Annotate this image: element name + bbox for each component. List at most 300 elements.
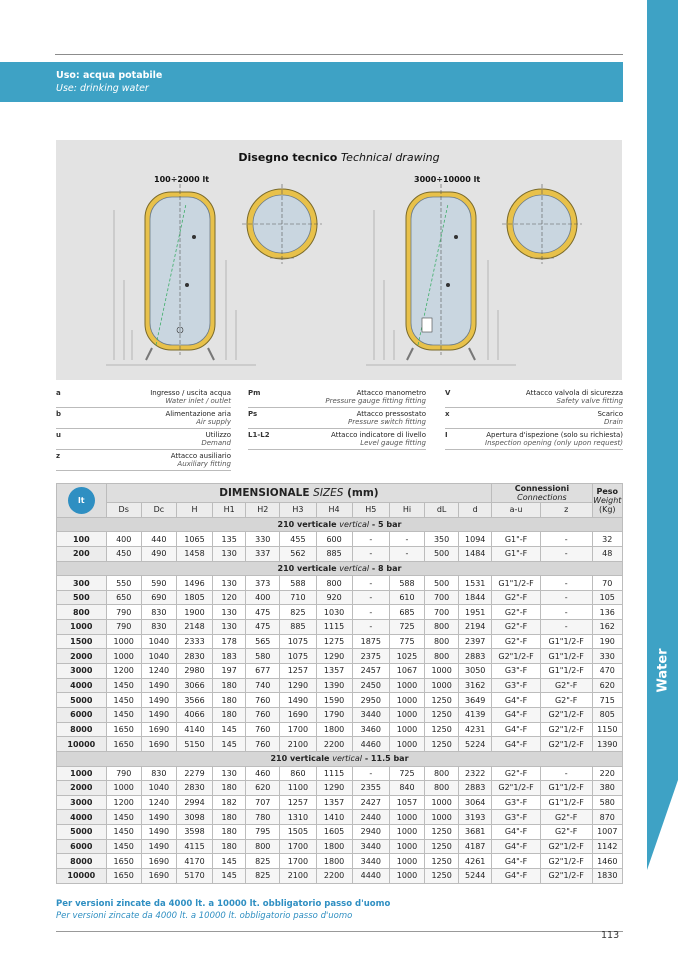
bottom-rule: [56, 931, 623, 932]
value-cell: 760: [246, 722, 280, 737]
table-row: [57, 737, 623, 752]
value-cell: 455: [280, 532, 316, 547]
section-row: [57, 751, 623, 766]
value-cell: 3440: [352, 707, 389, 722]
legend-item: z Attacco ausiliario Auxiliary fitting: [56, 452, 231, 468]
value-cell: 3440: [352, 854, 389, 869]
value-cell: 1000: [425, 810, 459, 825]
divider: [248, 407, 426, 408]
legend-item: x Scarico Drain: [445, 410, 623, 426]
capacity-cell: 1000: [57, 620, 107, 635]
value-cell: 1844: [459, 590, 492, 605]
section-row: [57, 561, 623, 576]
value-cell: 825: [246, 854, 280, 869]
value-cell: 1650: [106, 869, 141, 884]
table-row: [57, 693, 623, 708]
value-cell: 1450: [106, 825, 141, 840]
value-cell: -: [540, 590, 592, 605]
value-cell: G4"-F: [492, 825, 541, 840]
value-cell: 3566: [176, 693, 212, 708]
value-cell: 780: [246, 810, 280, 825]
value-cell: 1257: [280, 795, 316, 810]
value-cell: 1075: [280, 634, 316, 649]
table-row: [57, 678, 623, 693]
capacity-cell: 1500: [57, 634, 107, 649]
value-cell: 870: [592, 810, 622, 825]
value-cell: 130: [213, 620, 246, 635]
connections-header: Connessioni Connections: [492, 484, 592, 503]
legend-item: L1-L2 Attacco indicatore di livello Level gauge fitting: [248, 431, 426, 447]
value-cell: 460: [246, 766, 280, 781]
value-cell: 800: [246, 839, 280, 854]
value-cell: 1240: [141, 795, 176, 810]
value-cell: 1690: [141, 722, 176, 737]
value-cell: 1505: [280, 825, 316, 840]
value-cell: G2"1/2-F: [540, 707, 592, 722]
value-cell: 1000: [389, 737, 424, 752]
value-cell: 500: [425, 576, 459, 591]
column-header: d: [459, 503, 492, 518]
value-cell: 790: [106, 605, 141, 620]
value-cell: 840: [389, 781, 424, 796]
value-cell: G1"1/2-F: [540, 795, 592, 810]
value-cell: 500: [425, 546, 459, 561]
value-cell: 620: [246, 781, 280, 796]
value-cell: 180: [213, 839, 246, 854]
value-cell: 1000: [389, 707, 424, 722]
value-cell: 885: [316, 546, 352, 561]
value-cell: 1650: [106, 737, 141, 752]
value-cell: 48: [592, 546, 622, 561]
value-cell: 197: [213, 664, 246, 679]
value-cell: 337: [246, 546, 280, 561]
value-cell: G2"1/2-F: [540, 854, 592, 869]
value-cell: 550: [106, 576, 141, 591]
table-row: [57, 576, 623, 591]
value-cell: 4231: [459, 722, 492, 737]
page-number: 113: [601, 930, 620, 941]
value-cell: 790: [106, 766, 141, 781]
capacity-cell: 3000: [57, 664, 107, 679]
value-cell: -: [352, 546, 389, 561]
table-row: [57, 707, 623, 722]
value-cell: 1040: [141, 649, 176, 664]
column-header: Dc: [141, 503, 176, 518]
value-cell: 180: [213, 693, 246, 708]
tank-small-top-view: [242, 184, 322, 264]
value-cell: 4066: [176, 707, 212, 722]
value-cell: 2355: [352, 781, 389, 796]
value-cell: 565: [246, 634, 280, 649]
value-cell: 1531: [459, 576, 492, 591]
use-label-en: Use: drinking water: [56, 83, 149, 94]
value-cell: 790: [106, 620, 141, 635]
value-cell: 1790: [316, 707, 352, 722]
value-cell: 1484: [459, 546, 492, 561]
value-cell: 1030: [316, 605, 352, 620]
value-cell: 135: [213, 532, 246, 547]
value-cell: 590: [141, 576, 176, 591]
divider: [56, 470, 231, 471]
value-cell: 1460: [592, 854, 622, 869]
table-row: [57, 839, 623, 854]
value-cell: 5150: [176, 737, 212, 752]
value-cell: 2322: [459, 766, 492, 781]
value-cell: 690: [141, 590, 176, 605]
value-cell: 162: [592, 620, 622, 635]
value-cell: 1357: [316, 795, 352, 810]
value-cell: 330: [246, 532, 280, 547]
capacity-cell: 4000: [57, 678, 107, 693]
value-cell: 1115: [316, 620, 352, 635]
value-cell: -: [352, 590, 389, 605]
table-row: [57, 854, 623, 869]
value-cell: 145: [213, 869, 246, 884]
column-header: dL: [425, 503, 459, 518]
value-cell: 800: [316, 576, 352, 591]
value-cell: 130: [213, 605, 246, 620]
value-cell: 1040: [141, 634, 176, 649]
value-cell: 1800: [316, 854, 352, 869]
value-cell: 4140: [176, 722, 212, 737]
value-cell: 2100: [280, 869, 316, 884]
value-cell: 2883: [459, 649, 492, 664]
value-cell: 1200: [106, 664, 141, 679]
value-cell: 1250: [425, 839, 459, 854]
value-cell: 2279: [176, 766, 212, 781]
value-cell: 190: [592, 634, 622, 649]
column-header: H1: [213, 503, 246, 518]
table-row: [57, 781, 623, 796]
table-row: [57, 620, 623, 635]
value-cell: -: [540, 766, 592, 781]
column-header: H2: [246, 503, 280, 518]
value-cell: 2397: [459, 634, 492, 649]
value-cell: G4"-F: [492, 737, 541, 752]
value-cell: 3050: [459, 664, 492, 679]
value-cell: 800: [425, 649, 459, 664]
value-cell: G1"1/2-F: [540, 664, 592, 679]
value-cell: 490: [141, 546, 176, 561]
value-cell: -: [540, 546, 592, 561]
value-cell: 920: [316, 590, 352, 605]
value-cell: 760: [246, 693, 280, 708]
capacity-cell: 2000: [57, 649, 107, 664]
table-row: [57, 810, 623, 825]
value-cell: 725: [389, 766, 424, 781]
column-header: Ds: [106, 503, 141, 518]
value-cell: 470: [592, 664, 622, 679]
capacity-cell: 800: [57, 605, 107, 620]
value-cell: 825: [280, 605, 316, 620]
value-cell: 707: [246, 795, 280, 810]
value-cell: 450: [106, 546, 141, 561]
value-cell: 4460: [352, 737, 389, 752]
value-cell: 1450: [106, 693, 141, 708]
value-cell: 3098: [176, 810, 212, 825]
header-row: [57, 484, 623, 503]
capacity-cell: 1000: [57, 766, 107, 781]
value-cell: G2"1/2-F: [492, 781, 541, 796]
value-cell: 1390: [316, 678, 352, 693]
value-cell: 1490: [141, 825, 176, 840]
value-cell: 180: [213, 781, 246, 796]
value-cell: 2427: [352, 795, 389, 810]
value-cell: 1490: [141, 839, 176, 854]
note-galvanized-en: Per versioni zincate da 4000 lt. a 10000 lt. obbligatorio passo d'uomo: [56, 911, 353, 921]
value-cell: 1067: [389, 664, 424, 679]
value-cell: 130: [213, 766, 246, 781]
value-cell: 885: [280, 620, 316, 635]
value-cell: 5224: [459, 737, 492, 752]
value-cell: 1000: [106, 781, 141, 796]
liters-icon-label: lt: [78, 495, 85, 505]
value-cell: 5244: [459, 869, 492, 884]
value-cell: 1000: [106, 634, 141, 649]
value-cell: 1450: [106, 707, 141, 722]
value-cell: 4139: [459, 707, 492, 722]
tank-large-top-view: [502, 184, 582, 264]
value-cell: 1000: [425, 664, 459, 679]
value-cell: -: [540, 605, 592, 620]
value-cell: 1690: [141, 854, 176, 869]
value-cell: G4"-F: [492, 854, 541, 869]
value-cell: 130: [213, 576, 246, 591]
value-cell: 562: [280, 546, 316, 561]
value-cell: 700: [425, 590, 459, 605]
capacity-cell: 4000: [57, 810, 107, 825]
value-cell: 183: [213, 649, 246, 664]
value-cell: 580: [246, 649, 280, 664]
value-cell: G1"1/2-F: [540, 634, 592, 649]
value-cell: 800: [425, 766, 459, 781]
value-cell: 3162: [459, 678, 492, 693]
legend-item: I Apertura d'ispezione (solo su richiesta) Inspection opening (only upon request): [445, 431, 623, 447]
capacity-cell: 5000: [57, 693, 107, 708]
value-cell: 2450: [352, 678, 389, 693]
value-cell: 685: [389, 605, 424, 620]
capacity-cell: 500: [57, 590, 107, 605]
drawing-title: Disegno tecnico Technical drawing: [238, 151, 440, 164]
value-cell: -: [389, 532, 424, 547]
tank-small-side-view: [106, 184, 256, 365]
value-cell: G2"-F: [540, 678, 592, 693]
value-cell: 130: [213, 546, 246, 561]
value-cell: -: [540, 576, 592, 591]
column-header: H5: [352, 503, 389, 518]
value-cell: 180: [213, 825, 246, 840]
value-cell: 1000: [389, 854, 424, 869]
value-cell: 1450: [106, 839, 141, 854]
value-cell: 760: [246, 707, 280, 722]
value-cell: 1250: [425, 869, 459, 884]
value-cell: 1357: [316, 664, 352, 679]
value-cell: G1"1/2-F: [492, 576, 541, 591]
value-cell: 2830: [176, 649, 212, 664]
divider: [248, 449, 426, 450]
tank-large-side-view: [366, 184, 516, 365]
value-cell: G2"-F: [492, 590, 541, 605]
value-cell: 800: [425, 781, 459, 796]
capacity-cell: 6000: [57, 707, 107, 722]
value-cell: 1250: [425, 825, 459, 840]
capacity-cell: 200: [57, 546, 107, 561]
value-cell: 2333: [176, 634, 212, 649]
value-cell: 1390: [592, 737, 622, 752]
value-cell: 1650: [106, 722, 141, 737]
value-cell: G2"1/2-F: [540, 869, 592, 884]
value-cell: 1000: [389, 839, 424, 854]
value-cell: 4261: [459, 854, 492, 869]
value-cell: G2"-F: [492, 634, 541, 649]
value-cell: 145: [213, 722, 246, 737]
top-rule: [55, 54, 623, 55]
value-cell: 830: [141, 766, 176, 781]
value-cell: 1250: [425, 707, 459, 722]
value-cell: 3066: [176, 678, 212, 693]
divider: [56, 449, 231, 450]
use-label-it: Uso: acqua potabile: [56, 70, 163, 81]
value-cell: G2"1/2-F: [540, 737, 592, 752]
value-cell: G4"-F: [492, 722, 541, 737]
value-cell: 1000: [389, 869, 424, 884]
value-cell: 650: [106, 590, 141, 605]
value-cell: 4187: [459, 839, 492, 854]
value-cell: G4"-F: [492, 839, 541, 854]
capacity-cell: 10000: [57, 737, 107, 752]
divider: [445, 449, 623, 450]
capacity-cell: 5000: [57, 825, 107, 840]
legend-item: u Utilizzo Demand: [56, 431, 231, 447]
value-cell: 145: [213, 854, 246, 869]
capacity-cell: 8000: [57, 854, 107, 869]
value-cell: 3460: [352, 722, 389, 737]
value-cell: G3"-F: [492, 678, 541, 693]
capacity-cell: 3000: [57, 795, 107, 810]
capacity-icon-cell: [57, 484, 107, 518]
value-cell: 1690: [280, 707, 316, 722]
value-cell: G2"1/2-F: [540, 839, 592, 854]
value-cell: 1100: [280, 781, 316, 796]
value-cell: 1250: [425, 854, 459, 869]
value-cell: 580: [592, 795, 622, 810]
value-cell: 440: [141, 532, 176, 547]
value-cell: 1690: [141, 869, 176, 884]
value-cell: 710: [280, 590, 316, 605]
table-row: [57, 532, 623, 547]
value-cell: G2"-F: [540, 810, 592, 825]
column-header: z: [540, 503, 592, 518]
value-cell: G2"-F: [492, 605, 541, 620]
value-cell: 725: [389, 620, 424, 635]
value-cell: 1700: [280, 854, 316, 869]
value-cell: -: [352, 532, 389, 547]
value-cell: 2440: [352, 810, 389, 825]
value-cell: -: [352, 620, 389, 635]
note-galvanized-it: Per versioni zincate da 4000 lt. a 10000 lt. obbligatorio passo d'uomo: [56, 899, 391, 909]
value-cell: 350: [425, 532, 459, 547]
value-cell: 1650: [106, 854, 141, 869]
value-cell: G1"-F: [492, 546, 541, 561]
value-cell: 1240: [141, 664, 176, 679]
value-cell: 1000: [389, 825, 424, 840]
value-cell: 145: [213, 737, 246, 752]
value-cell: 715: [592, 693, 622, 708]
value-cell: 3440: [352, 839, 389, 854]
value-cell: 1410: [316, 810, 352, 825]
column-header: a-u: [492, 503, 541, 518]
value-cell: 1250: [425, 722, 459, 737]
value-cell: 1496: [176, 576, 212, 591]
dimensions-table: [56, 483, 623, 884]
value-cell: 1690: [141, 737, 176, 752]
value-cell: G3"-F: [492, 795, 541, 810]
capacity-cell: 10000: [57, 869, 107, 884]
value-cell: 400: [246, 590, 280, 605]
value-cell: G2"1/2-F: [492, 649, 541, 664]
caption-large-tanks: 3000÷10000 lt: [414, 175, 481, 184]
value-cell: 1490: [141, 693, 176, 708]
value-cell: 136: [592, 605, 622, 620]
value-cell: 475: [246, 620, 280, 635]
divider: [56, 428, 231, 429]
divider: [445, 407, 623, 408]
value-cell: G1"1/2-F: [540, 649, 592, 664]
value-cell: 588: [389, 576, 424, 591]
legend-item: V Attacco valvola di sicurezza Safety valve fitting: [445, 389, 623, 405]
value-cell: 1000: [425, 795, 459, 810]
table-row: [57, 664, 623, 679]
table-row: [57, 795, 623, 810]
value-cell: 1805: [176, 590, 212, 605]
caption-small-tanks: 100÷2000 lt: [154, 175, 210, 184]
value-cell: G1"1/2-F: [540, 781, 592, 796]
value-cell: G2"-F: [492, 766, 541, 781]
value-cell: 2200: [316, 869, 352, 884]
value-cell: 740: [246, 678, 280, 693]
value-cell: -: [352, 605, 389, 620]
value-cell: 220: [592, 766, 622, 781]
value-cell: 1450: [106, 810, 141, 825]
divider: [445, 428, 623, 429]
table-row: [57, 605, 623, 620]
value-cell: 70: [592, 576, 622, 591]
value-cell: G2"-F: [540, 825, 592, 840]
section-row: [57, 517, 623, 532]
table-row: [57, 766, 623, 781]
value-cell: 380: [592, 781, 622, 796]
table-row: [57, 722, 623, 737]
value-cell: 1310: [280, 810, 316, 825]
value-cell: -: [352, 766, 389, 781]
value-cell: 373: [246, 576, 280, 591]
value-cell: -: [389, 546, 424, 561]
value-cell: 4115: [176, 839, 212, 854]
legend-item: b Alimentazione aria Air supply: [56, 410, 231, 426]
section-title: 210 verticale vertical - 11.5 bar: [57, 751, 623, 766]
value-cell: 2830: [176, 781, 212, 796]
value-cell: -: [540, 532, 592, 547]
value-cell: 3649: [459, 693, 492, 708]
value-cell: 860: [280, 766, 316, 781]
capacity-cell: 300: [57, 576, 107, 591]
legend-item: Pm Attacco manometro Pressure gauge fitting fitting: [248, 389, 426, 405]
value-cell: 1025: [389, 649, 424, 664]
tank-drawings: [56, 140, 622, 380]
value-cell: G4"-F: [492, 707, 541, 722]
value-cell: 1830: [592, 869, 622, 884]
table-row: [57, 634, 623, 649]
